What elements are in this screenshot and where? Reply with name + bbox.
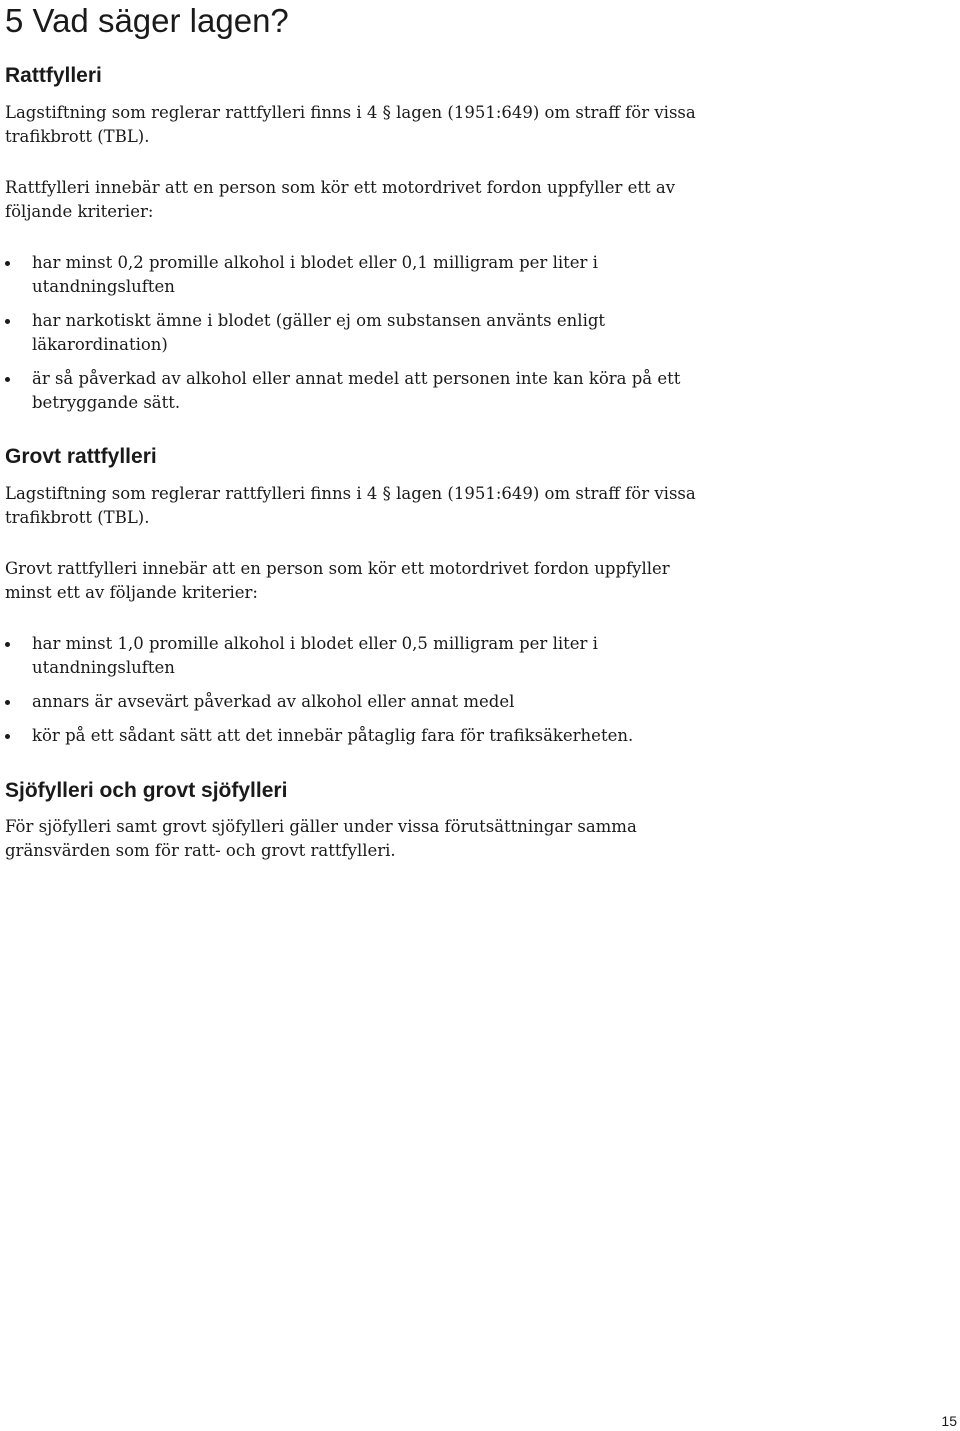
section-intro-rattfylleri: Lagstiftning som reglerar rattfylleri finns i 4 § lagen (1951:649) om straff för vissa trafikbrott (TBL). — [5, 103, 696, 146]
bullet-icon — [5, 734, 10, 739]
list-item: annars är avsevärt påverkad av alkohol eller annat medel — [5, 690, 682, 714]
chapter-title: 5 Vad säger lagen? — [5, 2, 289, 39]
section-heading-sjofylleri: Sjöfylleri och grovt sjöfylleri — [5, 779, 288, 802]
section-heading-rattfylleri: Rattfylleri — [5, 64, 102, 87]
bullet-icon — [5, 319, 10, 324]
criteria-list-grovt-rattfylleri — [5, 632, 705, 748]
list-item: har minst 1,0 promille alkohol i blodet eller 0,5 milligram per liter i utandningsluften — [5, 632, 682, 680]
section-intro-grovt-rattfylleri: Lagstiftning som reglerar rattfylleri finns i 4 § lagen (1951:649) om straff för vissa trafikbrott (TBL). — [5, 484, 696, 527]
bullet-icon — [5, 261, 10, 266]
list-item: är så påverkad av alkohol eller annat medel att personen inte kan köra på ett betryggande sätt. — [5, 367, 682, 415]
bullet-icon — [5, 377, 10, 382]
section-lead-rattfylleri: Rattfylleri innebär att en person som kör ett motordrivet fordon uppfyller ett av följande kriterier: — [5, 178, 676, 221]
section-text-sjofylleri: För sjöfylleri samt grovt sjöfylleri gäller under vissa förutsättningar samma gränsvärden som för ratt- och grovt rattfylleri. — [5, 817, 637, 860]
list-item: har minst 0,2 promille alkohol i blodet eller 0,1 milligram per liter i utandningsluften — [5, 251, 682, 299]
section-heading-grovt-rattfylleri: Grovt rattfylleri — [5, 445, 157, 468]
bullet-icon — [5, 642, 10, 647]
section-lead-grovt-rattfylleri: Grovt rattfylleri innebär att en person som kör ett motordrivet fordon uppfyller minst ett av följande kriterier: — [5, 559, 670, 602]
bullet-icon — [5, 700, 10, 705]
list-item: har narkotiskt ämne i blodet (gäller ej om substansen använts enligt läkarordination) — [5, 309, 682, 357]
criteria-list-rattfylleri — [5, 251, 705, 415]
list-item: kör på ett sådant sätt att det innebär påtaglig fara för trafiksäkerheten. — [5, 724, 682, 748]
page-number: 15 — [941, 1413, 957, 1429]
